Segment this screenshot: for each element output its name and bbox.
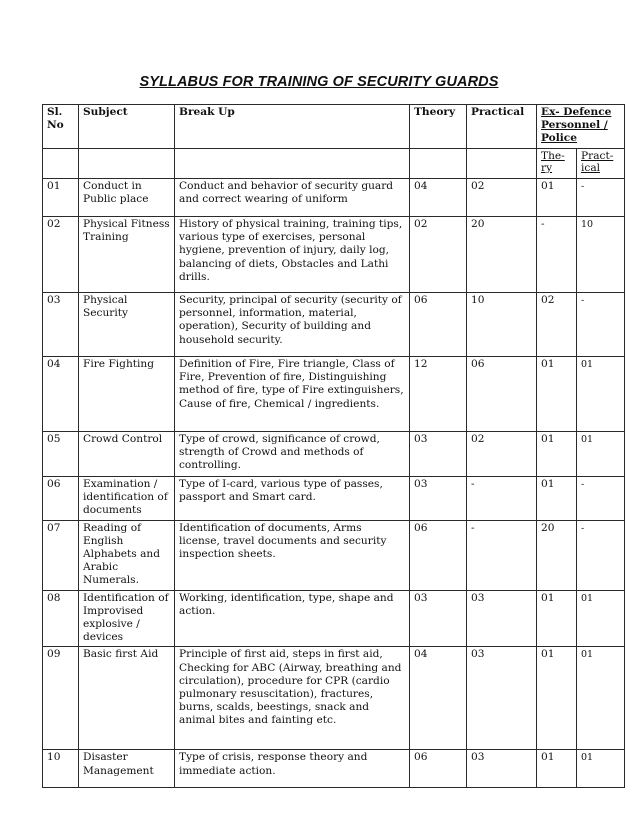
cell-subject: Conduct in Public place: [79, 179, 175, 217]
cell-ex-theory: 01: [537, 432, 577, 477]
cell-sl: 01: [43, 179, 79, 217]
cell-theory: 06: [410, 293, 467, 357]
header-spacer-cell: [175, 149, 410, 179]
cell-theory: 03: [410, 477, 467, 521]
cell-theory: 03: [410, 432, 467, 477]
table-row: [43, 179, 625, 217]
cell-ex-theory: 01: [537, 477, 577, 521]
cell-practical: 03: [467, 647, 537, 750]
table-row: [43, 217, 625, 293]
table-row: [43, 293, 625, 357]
cell-breakup: Identification of documents, Arms license, travel documents and security inspection sheets.: [175, 520, 410, 590]
cell-ex-practical: 01: [577, 432, 625, 477]
header-spacer-cell: [43, 149, 79, 179]
cell-ex-practical: 01: [577, 647, 625, 750]
cell-ex-theory: 01: [537, 179, 577, 217]
cell-subject: Physical Fitness Training: [79, 217, 175, 293]
cell-theory: 06: [410, 750, 467, 788]
cell-breakup: Type of crowd, significance of crowd, strength of Crowd and methods of controlling.: [175, 432, 410, 477]
cell-subject: Examination / identification of documents: [79, 477, 175, 521]
cell-subject: Basic first Aid: [79, 647, 175, 750]
table-row: [43, 520, 625, 590]
header-spacer-cell: [410, 149, 467, 179]
syllabus-table: [42, 104, 625, 788]
cell-breakup: Working, identification, type, shape and action.: [175, 590, 410, 647]
table-row: [43, 590, 625, 647]
cell-ex-practical: 01: [577, 590, 625, 647]
header-ex-defence: Ex- Defence Personnel / Police: [537, 105, 625, 149]
cell-subject: Crowd Control: [79, 432, 175, 477]
cell-ex-practical: -: [577, 520, 625, 590]
cell-ex-theory: 01: [537, 647, 577, 750]
header-spacer-cell: [467, 149, 537, 179]
cell-practical: 03: [467, 750, 537, 788]
header-break-up: Break Up: [175, 105, 410, 149]
cell-practical: 20: [467, 217, 537, 293]
cell-breakup: Principle of first aid, steps in first aid, Checking for ABC (Airway, breathing and circulation), procedure for CPR (cardio pulmonary resuscitation), fractures, burns, scalds, beestings, snack and animal bites and fainting etc.: [175, 647, 410, 750]
header-sl-no: Sl. No: [43, 105, 79, 149]
header-ex-theory: The-ry: [537, 149, 577, 179]
cell-sl: 07: [43, 520, 79, 590]
cell-breakup: Type of crisis, response theory and immediate action.: [175, 750, 410, 788]
cell-sl: 06: [43, 477, 79, 521]
cell-ex-theory: -: [537, 217, 577, 293]
cell-subject: Physical Security: [79, 293, 175, 357]
cell-breakup: Security, principal of security (security of personnel, information, material, operation), Security of building and household security.: [175, 293, 410, 357]
table-row: [43, 477, 625, 521]
table-row: [43, 750, 625, 788]
cell-practical: -: [467, 477, 537, 521]
cell-ex-theory: 01: [537, 750, 577, 788]
table-row: [43, 357, 625, 432]
cell-theory: 03: [410, 590, 467, 647]
cell-theory: 12: [410, 357, 467, 432]
cell-sl: 03: [43, 293, 79, 357]
cell-ex-practical: 10: [577, 217, 625, 293]
cell-breakup: Conduct and behavior of security guard and correct wearing of uniform: [175, 179, 410, 217]
cell-breakup: History of physical training, training tips, various type of exercises, personal hygiene, prevention of injury, daily log, balancing of diets, Obstacles and Lathi drills.: [175, 217, 410, 293]
header-spacer-cell: [79, 149, 175, 179]
header-practical: Practical: [467, 105, 537, 149]
cell-ex-practical: 01: [577, 357, 625, 432]
table-row: [43, 432, 625, 477]
cell-ex-practical: 01: [577, 750, 625, 788]
syllabus-body: [43, 179, 625, 788]
cell-subject: Reading of English Alphabets and Arabic Numerals.: [79, 520, 175, 590]
cell-practical: 02: [467, 179, 537, 217]
cell-theory: 02: [410, 217, 467, 293]
cell-subject: Disaster Management: [79, 750, 175, 788]
cell-sl: 08: [43, 590, 79, 647]
cell-practical: 02: [467, 432, 537, 477]
document-title: SYLLABUS FOR TRAINING OF SECURITY GUARDS: [139, 74, 499, 90]
cell-practical: 10: [467, 293, 537, 357]
cell-ex-practical: -: [577, 179, 625, 217]
cell-ex-practical: -: [577, 477, 625, 521]
cell-breakup: Definition of Fire, Fire triangle, Class of Fire, Prevention of fire, Distinguishing method of fire, type of Fire extinguishers, Cause of fire, Chemical / ingredients.: [175, 357, 410, 432]
cell-practical: 03: [467, 590, 537, 647]
cell-theory: 04: [410, 647, 467, 750]
cell-ex-theory: 02: [537, 293, 577, 357]
header-theory: Theory: [410, 105, 467, 149]
cell-theory: 06: [410, 520, 467, 590]
cell-sl: 05: [43, 432, 79, 477]
header-ex-practical: Pract-ical: [577, 149, 625, 179]
cell-sl: 10: [43, 750, 79, 788]
cell-sl: 04: [43, 357, 79, 432]
cell-breakup: Type of I-card, various type of passes, passport and Smart card.: [175, 477, 410, 521]
cell-subject: Identification of Improvised explosive / devices: [79, 590, 175, 647]
cell-subject: Fire Fighting: [79, 357, 175, 432]
cell-ex-theory: 01: [537, 357, 577, 432]
cell-practical: -: [467, 520, 537, 590]
cell-ex-theory: 20: [537, 520, 577, 590]
header-subject: Subject: [79, 105, 175, 149]
cell-sl: 02: [43, 217, 79, 293]
cell-ex-theory: 01: [537, 590, 577, 647]
table-row: [43, 647, 625, 750]
cell-sl: 09: [43, 647, 79, 750]
cell-ex-practical: -: [577, 293, 625, 357]
cell-practical: 06: [467, 357, 537, 432]
cell-theory: 04: [410, 179, 467, 217]
